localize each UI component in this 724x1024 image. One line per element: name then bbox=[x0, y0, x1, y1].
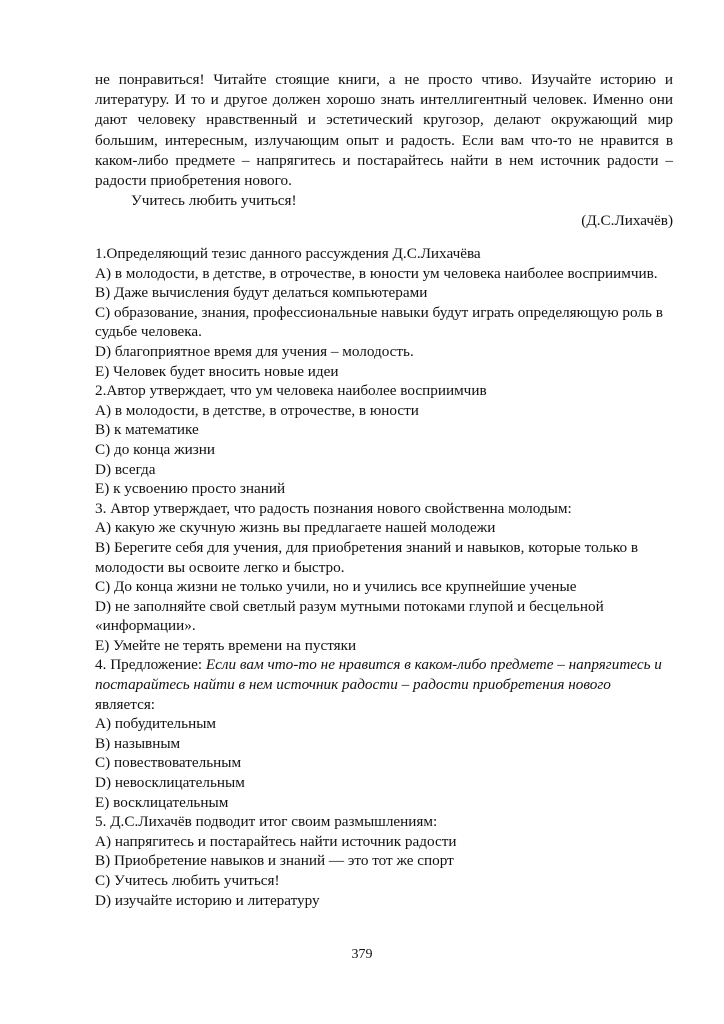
question-2-option-b: B) к математике bbox=[95, 421, 199, 439]
question-3-option-e: Е) Умейте не терять времени на пустяки bbox=[95, 636, 357, 654]
question-2-option-d: D) всегда bbox=[95, 460, 156, 478]
questions-block bbox=[95, 244, 673, 910]
question-1-prompt: 1.Определяющий тезис данного рассуждения Д.С.Лихачёва bbox=[95, 245, 481, 262]
author-attribution: (Д.С.Лихачёв) bbox=[581, 212, 673, 230]
question-1-option-a: А) в молодости, в детстве, в отрочестве, в юности ум человека наиболее восприимчив. bbox=[95, 264, 658, 282]
question-4-option-e: Е) восклицательным bbox=[95, 793, 229, 811]
question-1-option-e: Е) Человек будет вносить новые идеи bbox=[95, 362, 339, 380]
question-1-option-c: С) образование, знания, профессиональные навыки будут играть определяющую роль в судьбе человека. bbox=[95, 303, 663, 341]
intro-paragraph: не понравиться! Читайте стоящие книги, а не просто чтиво. Изучайте историю и литературу. И то и другое должен хорошо знать интеллигентный человек. Именно они дают человеку нравственный и эстетический кругозор, делают окружающий мир большим, интересным, излучающим опыт и радость. Если вам что-то не нравится в каком-либо предмете – напрягитесь и постарайтесь найти в нем источник радости – радости приобретения нового. bbox=[95, 71, 673, 190]
question-4-option-c: С) повествовательным bbox=[95, 754, 242, 772]
question-5-option-a: А) напрягитесь и постарайтесь найти источник радости bbox=[95, 832, 457, 850]
question-4-option-d: D) невосклицательным bbox=[95, 774, 245, 792]
page-number: 379 bbox=[351, 947, 373, 962]
question-4-prompt-start: 4. Предложение: bbox=[95, 656, 206, 674]
question-4-option-a: А) побудительным bbox=[95, 715, 217, 733]
question-2 bbox=[95, 381, 673, 499]
question-4 bbox=[95, 655, 673, 812]
question-2-option-c: С) до конца жизни bbox=[95, 440, 215, 458]
question-4-prompt bbox=[95, 655, 673, 714]
question-3-option-b: B) Берегите себя для учения, для приобретения знаний и навыков, которые только в молодости вы освоите легко и быстро. bbox=[95, 538, 639, 576]
question-3-option-a: А) какую же скучную жизнь вы предлагаете нашей молодежи bbox=[95, 519, 496, 537]
question-2-option-e: Е) к усвоению просто знаний bbox=[95, 480, 286, 498]
question-1-option-d: D) благоприятное время для учения – молодость. bbox=[95, 342, 414, 360]
question-2-option-a: А) в молодости, в детстве, в отрочестве, в юности bbox=[95, 401, 419, 419]
question-5 bbox=[95, 812, 673, 910]
question-5-option-b: B) Приобретение навыков и знаний — это тот же спорт bbox=[95, 852, 454, 870]
question-2-prompt: 2.Автор утверждает, что ум человека наиболее восприимчив bbox=[95, 382, 487, 400]
intro-closing: Учитесь любить учиться! bbox=[131, 192, 297, 210]
question-5-option-c: С) Учитесь любить учиться! bbox=[95, 872, 280, 889]
question-3-prompt: 3. Автор утверждает, что радость познания нового свойственна молодым: bbox=[95, 499, 572, 517]
intro-text-block bbox=[95, 70, 673, 232]
question-3 bbox=[95, 499, 673, 656]
question-4-option-b: B) назывным bbox=[95, 734, 181, 752]
question-4-quoted-sentence: Если вам что-то не нравится в каком-либо предмете – напрягитесь и постарайтесь найти в нем источник радости – радости приобретения нового bbox=[95, 656, 662, 694]
question-1 bbox=[95, 244, 673, 381]
question-4-prompt-end: является: bbox=[95, 695, 156, 713]
question-5-option-d: D) изучайте историю и литературу bbox=[95, 891, 320, 909]
question-3-option-c: С) До конца жизни не только учили, но и учились все крупнейшие ученые bbox=[95, 578, 577, 596]
question-5-prompt: 5. Д.С.Лихачёв подводит итог своим размышлениям: bbox=[95, 813, 438, 831]
question-3-option-d: D) не заполняйте свой светлый разум мутными потоками глупой и бесцельной «информации». bbox=[95, 597, 604, 635]
question-1-option-b: B) Даже вычисления будут делаться компьютерами bbox=[95, 284, 428, 302]
